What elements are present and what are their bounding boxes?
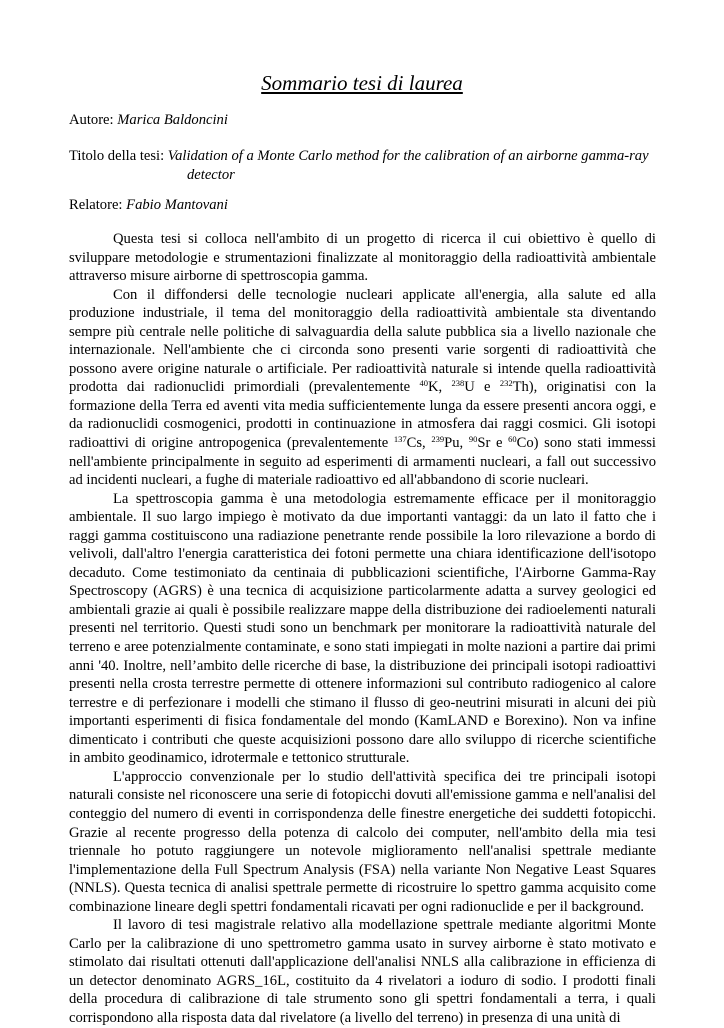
paragraph-radioactivity-sources xyxy=(69,286,656,490)
author-label: Autore: xyxy=(69,112,114,128)
thesis-title-label: Titolo della tesi: xyxy=(69,148,165,164)
paragraph-monte-carlo: Il lavoro di tesi magistrale relativo alla modellazione spettrale mediante algoritmi Monte Carlo per la calibrazione di uno spettrometro gamma usato in survey airborne è stato motivato e stimolato dai risultati ottenuti dall'applicazione dell'analisi NNLS alla calibrazione in efficienza di un detector denominato AGRS_16L, costituito da 4 rivelatori a ioduro di sodio. I prodotti finali della procedura di calibrazione di tale strumento sono gli spettri fondamentali a terra, i quali corrispondono alla risposta data dal rivelatore (a livello del terreno) in presenza di una unità di xyxy=(69,917,656,1026)
thesis-title-text: Validation of a Monte Carlo method for the calibration of an airborne gamma-ray xyxy=(167,148,649,164)
isotope-k40-mass: 40 xyxy=(419,378,428,389)
isotope-u238-mass: 238 xyxy=(451,378,465,389)
isotope-co60-symbol: Co xyxy=(516,435,534,452)
isotope-sr90-symbol: Sr e xyxy=(477,435,509,452)
isotope-k40-symbol: K, xyxy=(427,379,452,396)
paragraph-gamma-spectroscopy: La spettroscopia gamma è una metodologia estremamente efficace per il monitoraggio ambientale. Il suo largo impiego è motivato da due importanti vantaggi: da un lato il fatto che i raggi gamma costituiscono una radiazione penetrante rende possibile la loro rilevazione a bordo di velivoli, dall'altro l'energia caratteristica dei fotoni permette una chiara identificazione dell'isotopo decaduto. Come testimoniato da centinaia di pubblicazioni scientifiche, l'Airborne Gamma-Ray Spectroscopy (AGRS) è una tecnica di acquisizione particolarmente adatta a survey geologici ed ambientali grazie ai quali è possibile realizzare mappe della distribuzione dei radioelementi naturali presenti nel territorio. Questi studi sono un benchmark per monitorare la radioattività naturale del terreno e aree potenzialmente contaminate, e sono stati impiegati in molte nazioni a partire dai primi anni '40. Inoltre, nell’ambito delle ricerche di base, la distribuzione dei principali isotopi radioattivi presenti nella crosta terrestre permette di ottenere informazioni sul contributo radiogenico al calore terrestre e di perfezionare i modelli che stimano il flusso di geo-neutrini misurati in alcuni dei più importanti esperimenti di fisica fondamentale del mondo (KamLAND e Borexino). Non va infine dimenticato i contributi che queste acquisizioni possono dare allo sviluppo di ricerche scientifiche in ambito geodinamico, idrotermale e tettonico strutturale. xyxy=(69,490,656,767)
paragraph-introduction: Questa tesi si colloca nell'ambito di un progetto di ricerca il cui obiettivo è quello di sviluppare metodologie e strumentazioni finalizzate al monitoraggio della radioattività ambientale attraverso misure airborne di spettroscopia gamma. xyxy=(69,231,656,285)
supervisor-label: Relatore: xyxy=(69,197,123,213)
supervisor-name: Fabio Mantovani xyxy=(126,197,228,213)
summary-body xyxy=(69,230,656,1028)
isotope-th232-symbol: Th xyxy=(512,379,529,396)
isotope-co60-mass: 60 xyxy=(508,434,517,445)
thesis-title-line xyxy=(69,147,669,184)
document-title: Sommario tesi di laurea xyxy=(261,71,463,95)
supervisor-line xyxy=(69,196,228,215)
isotope-cs137-symbol: Cs, xyxy=(406,435,432,452)
isotope-u238-symbol: U e xyxy=(464,379,500,396)
paragraph-2-text-a: Con il diffondersi delle tecnologie nucleari applicate all'energia, alla salute ed alla produzione industriale, il tema del monitoraggio della radioattività ambientale sta diventando sempre più centrale nelle politiche di salvaguardia della salute pubblica sia a livello nazionale che internazionale. Nell'ambiente che ci circonda sono presenti varie sorgenti di radioattività che possono avere origine naturale o artificiale. Per radioattività naturale si intende quella radioattività prodotta dai radionuclidi primordiali (prevalentemente xyxy=(69,286,656,396)
isotope-th232-mass: 232 xyxy=(499,378,513,389)
isotope-sr90-mass: 90 xyxy=(468,434,478,445)
author-line xyxy=(69,111,228,130)
author-name: Marica Baldoncini xyxy=(117,112,228,128)
isotope-cs137-mass: 137 xyxy=(393,434,407,445)
thesis-title-continuation: detector xyxy=(187,166,235,183)
isotope-pu239-mass: 239 xyxy=(431,434,445,445)
paragraph-2-text-b: ), originatisi con la formazione della Terra ed aventi vita media sufficientemente lunga da essere presenti ancora oggi, e da radionuclidi cosmogenici, prodotti in continuazione in atmosfera dai raggi cosmici. Gli isotopi radioattivi di origine antropogenica (prevalentemente xyxy=(69,379,656,452)
paragraph-2-text-c: ) sono stati immessi nell'ambiente principalmente in seguito ad esperimenti di armamenti nucleari, a fall out successivo ad incidenti nucleari, a fughe di materiale radioattivo ed all'abbandono di scorie nucleari. xyxy=(69,435,656,489)
isotope-pu239-symbol: Pu, xyxy=(444,435,469,452)
paragraph-spectral-analysis: L'approccio convenzionale per lo studio dell'attività specifica dei tre principali isotopi naturali consiste nel riconoscere una serie di fotopicchi dovuti all'emissione gamma e nell'analisi del conteggio del numero di eventi in corrispondenza delle finestre energetiche dei suddetti fotopicchi. Grazie al recente progresso della potenza di calcolo dei computer, nell'ambito della mia tesi triennale ho potuto raggiungere un notevole miglioramento nell'analisi spettrale mediante l'implementazione della Full Spectrum Analysis (FSA) nella variante Non Negative Least Squares (NNLS). Questa tecnica di analisi spettrale permette di ricostruire lo spettro gamma acquisito come combinazione lineare degli spettri fondamentali ricavati per ogni radionuclide e per il background. xyxy=(69,768,656,915)
